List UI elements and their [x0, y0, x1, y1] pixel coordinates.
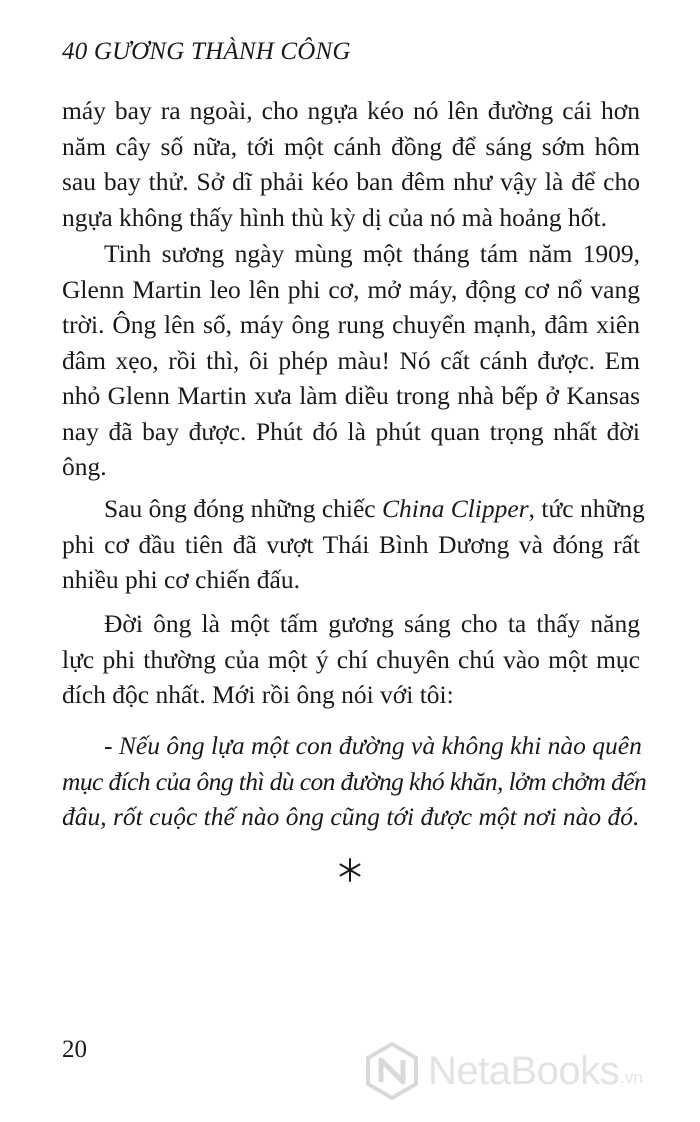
text-line: nhỏ Glenn Martin xưa làm diều trong nhà bếp ở Kansas [62, 381, 640, 410]
book-title: China Clipper [382, 494, 529, 523]
watermark-suffix: .vn [620, 1068, 643, 1087]
text-line: đâu, rốt cuộc thế nào ông cũng tới được một nơi nào đó. [62, 802, 640, 831]
text-line: - Nếu ông lựa một con đường và không khi nào quên [104, 731, 642, 760]
text-line: trời. Ông lên số, máy ông rung chuyển mạnh, đâm xiên [62, 310, 640, 339]
text-line: lực phi thường của một ý chí chuyên chú vào một mục [62, 644, 640, 674]
text-line: nhiều phi cơ chiến đấu. [62, 565, 300, 594]
text-line: Glenn Martin leo lên phi cơ, mở máy, động cơ nổ vang [62, 274, 640, 304]
text-line: đâm xẹo, rồi thì, ôi phép màu! Nó cất cánh được. Em [62, 345, 640, 375]
text-line: ông. [62, 452, 107, 481]
text-line: đích độc nhất. Mới rồi ông nói với tôi: [62, 680, 454, 709]
text-run: Sau ông đóng những chiếc [104, 494, 382, 523]
text-line: máy bay ra ngoài, cho ngựa kéo nó lên đường cái hơn [62, 96, 640, 125]
paragraph-2 [62, 236, 640, 485]
watermark [362, 1038, 643, 1104]
paragraph-4 [62, 606, 640, 713]
text-line: mục đích của ông thì dù con đường khó khăn, lởm chởm đến [62, 766, 647, 796]
paragraph-1 [62, 93, 640, 235]
watermark-text: NetaBooks [428, 1048, 620, 1093]
text-run: , tức những [528, 494, 645, 523]
text-line: ngựa không thấy hình thù kỳ dị của nó mà hoảng hốt. [62, 202, 607, 232]
paragraph-3 [62, 491, 645, 598]
page-number: 20 [62, 1036, 87, 1063]
text-line: năm cây số nữa, tới một cánh đồng để sáng sớm hôm [62, 131, 640, 161]
text-line [62, 491, 645, 527]
asterisk-separator-icon [336, 856, 364, 884]
text-line: nay đã bay được. Phút đó là phút quan trọng nhất đời [62, 416, 640, 446]
text-line: sau bay thử. Sở dĩ phải kéo ban đêm như vậy là để cho [62, 167, 640, 196]
text-line: Đời ông là một tấm gương sáng cho ta thấy năng [104, 609, 640, 638]
text-line: phi cơ đầu tiên đã vượt Thái Bình Dương và đóng rất [62, 529, 640, 559]
running-header: 40 GƯƠNG THÀNH CÔNG [62, 38, 351, 65]
netabooks-logo-icon [362, 1041, 422, 1101]
text-line: Tinh sương ngày mùng một tháng tám năm 1909, [104, 239, 640, 268]
quote-paragraph [62, 728, 647, 835]
